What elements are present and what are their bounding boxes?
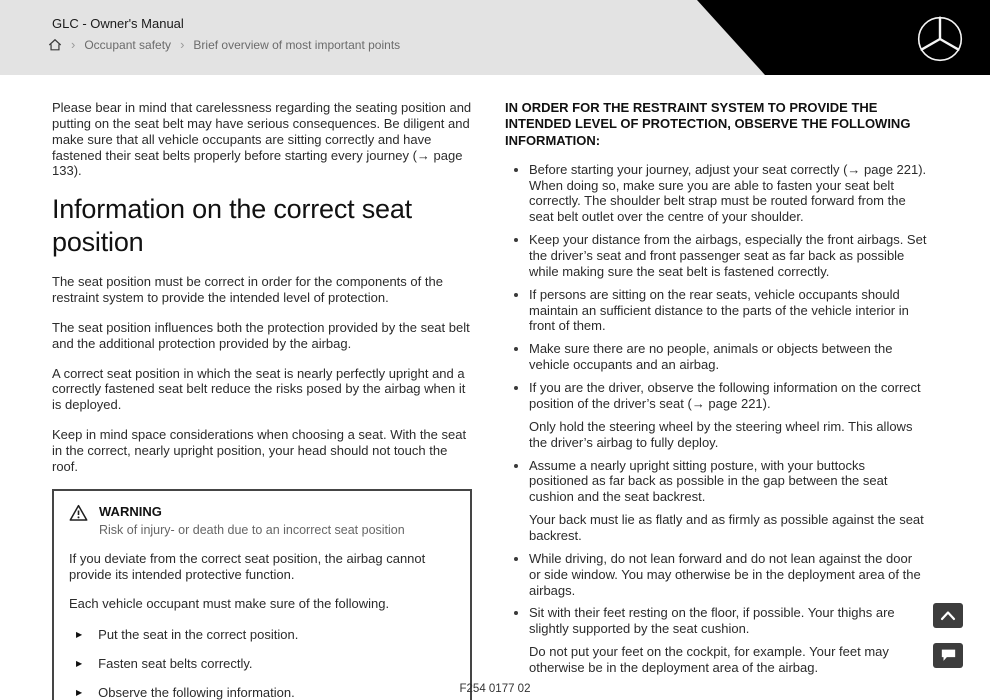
bullet-text: Assume a nearly upright sitting posture, with your buttocks positioned as far back as possible in the gap between the seat cushion and the seat backrest. <box>529 457 888 505</box>
document-code: F254 0177 02 <box>459 683 531 695</box>
arrow-bullet-icon: ▶ <box>76 688 83 698</box>
header <box>0 0 990 75</box>
warning-item-text: Fasten seat belts correctly. <box>98 656 253 672</box>
warning-titles <box>99 504 405 538</box>
paragraph: The seat position must be correct in order for the components of the restraint system to provide the intended level of protection. <box>52 274 443 306</box>
bullet-text: Sit with their feet resting on the floor, if possible. Your thighs are slightly supported by the seat cushion. <box>529 605 895 637</box>
warning-paragraph: Each vehicle occupant must make sure of the following. <box>69 595 390 611</box>
chevron-right-icon: › <box>71 36 76 52</box>
warning-paragraph: If you deviate from the correct seat position, the airbag cannot provide its intended protective function. <box>69 550 426 582</box>
observe-bullet-list <box>505 162 927 676</box>
feedback-button[interactable] <box>933 643 963 668</box>
bullet-icon <box>514 168 518 172</box>
list-item <box>69 656 455 672</box>
bullet-text: Make sure there are no people, animals or objects between the vehicle occupants and an airbag. <box>529 341 893 373</box>
warning-title: WARNING <box>99 503 162 519</box>
list-item <box>505 551 927 599</box>
list-item <box>505 287 927 335</box>
bullet-icon <box>514 611 518 615</box>
arrow-bullet-icon: ▶ <box>76 630 83 640</box>
bullet-text: Your back must lie as flatly and as firmly as possible against the seat backrest. <box>529 512 924 543</box>
warning-box <box>52 489 472 700</box>
list-item <box>505 605 927 675</box>
bullet-text: Do not put your feet on the cockpit, for example. Your feet may otherwise be in the deployment area of the airbag. <box>529 644 889 675</box>
warning-item-text: Put the seat in the correct position. <box>98 627 299 643</box>
list-item <box>505 162 927 225</box>
bullet-text: Before starting your journey, adjust your seat correctly (→ page 221). <box>529 161 927 177</box>
bullet-icon <box>514 293 518 297</box>
bullet-text: Keep your distance from the airbags, especially the front airbags. Set the driver’s seat and front passenger seat as far back as possible while making sure the seat belt is fastened correctly. <box>529 232 927 279</box>
warning-header <box>69 504 455 538</box>
breadcrumb-current-page[interactable]: Brief overview of most important points <box>193 38 401 52</box>
bullet-icon <box>514 238 518 242</box>
chevron-up-icon <box>940 610 956 621</box>
intro-paragraph: Please bear in mind that carelessness regarding the seating position and putting on the seat belt may have serious consequences. Be diligent and make sure that all vehicle occupants are sitting correctly and have fastened their seat belts properly before starting every journey (→ page 133). <box>52 100 472 179</box>
bullet-icon <box>514 347 518 351</box>
list-item <box>505 341 927 373</box>
list-item <box>505 232 927 280</box>
bullet-icon <box>514 464 518 468</box>
warning-triangle-icon <box>69 504 88 522</box>
scroll-to-top-button[interactable] <box>933 603 963 628</box>
bullet-text: If you are the driver, observe the following information on the correct position of the driver’s seat (→ page 221). <box>529 380 921 411</box>
bullet-text: While driving, do not lean forward and do not lean against the door or side window. You may otherwise be in the deployment area of the airbags. <box>529 550 921 598</box>
paragraph: The seat position influences both the protection provided by the seat belt and the additional protection provided by the airbag. <box>52 319 470 351</box>
paragraph: Keep in mind space considerations when choosing a seat. With the seat in the correct, nearly upright position, your head should not touch the roof. <box>52 427 467 474</box>
list-item <box>505 458 927 544</box>
paragraph: A correct seat position in which the seat is nearly perfectly upright and a correctly fastened seat belt reduce the risks posed by the airbag when it is deployed. <box>52 365 466 413</box>
arrow-bullet-icon: ▶ <box>76 659 83 669</box>
bullet-text: Only hold the steering wheel by the steering wheel rim. This allows the driver’s airbag to fully deploy. <box>529 418 913 450</box>
bullet-icon <box>514 386 518 390</box>
warning-item-text: Observe the following information. <box>98 685 295 700</box>
observe-heading: IN ORDER FOR THE RESTRAINT SYSTEM TO PROVIDE THE INTENDED LEVEL OF PROTECTION, OBSERVE THE FOLLOWING INFORMATION: <box>505 100 911 148</box>
feedback-icon <box>940 648 957 663</box>
page-title: GLC - Owner's Manual <box>52 16 184 31</box>
chevron-right-icon: › <box>180 36 185 52</box>
list-item <box>505 380 927 450</box>
right-column <box>505 100 927 683</box>
left-column <box>52 100 472 700</box>
breadcrumb <box>48 38 400 52</box>
bullet-text: If persons are sitting on the rear seats, vehicle occupants should maintain an sufficient distance to the parts of the vehicle interior in front of them. <box>529 286 909 334</box>
breadcrumb-occupant-safety[interactable]: Occupant safety <box>84 38 172 52</box>
mercedes-logo-icon[interactable] <box>916 15 964 63</box>
section-heading: Information on the correct seat position <box>52 194 412 258</box>
warning-risk-text: Risk of injury- or death due to an incorrect seat position <box>99 522 405 537</box>
list-item <box>69 627 455 643</box>
home-icon[interactable] <box>48 38 62 52</box>
bullet-text: When doing so, make sure you are able to fasten your seat belt correctly. The shoulder belt strap must be routed forward from the seat belt outlet over the centre of your shoulder. <box>529 177 906 225</box>
bullet-icon <box>514 557 518 561</box>
